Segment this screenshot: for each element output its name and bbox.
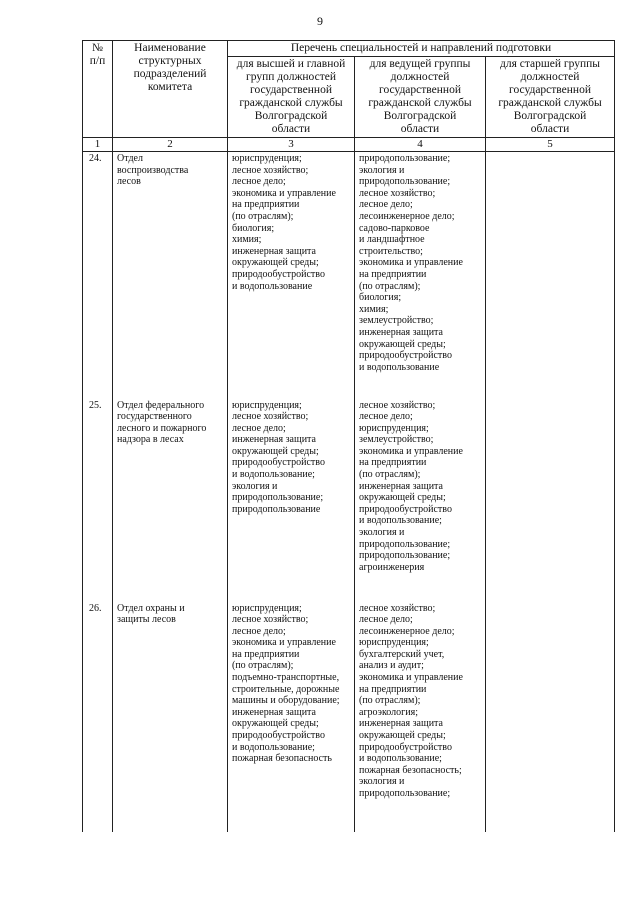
cell-line: защиты лесов [117, 614, 176, 626]
header-leading-group [355, 57, 486, 138]
cell-line: инженерная защита [359, 480, 443, 492]
row-number: 24. [83, 152, 113, 399]
header-specialties-group: Перечень специальностей и направлений подготовки [228, 41, 615, 57]
cell-line: природообустройство [359, 350, 452, 362]
cell-line: лесное хозяйство; [359, 602, 436, 614]
table-row [83, 152, 615, 399]
header-line: для ведущей группы [369, 58, 471, 70]
cell-line: инженерная защита [232, 245, 316, 257]
cell-line: химия; [359, 303, 389, 315]
cell-line: экология и [359, 776, 405, 788]
table-row [83, 602, 615, 832]
cell-line: природопользование; [359, 176, 451, 188]
cell-line: (по отраслям); [359, 695, 421, 707]
cell-line: природопользование; [232, 492, 324, 504]
cell-line: природообустройство [232, 730, 325, 742]
header-line: п/п [89, 55, 106, 67]
cell-line: садово-парковое [359, 222, 430, 234]
cell-line: инженерная защита [232, 706, 316, 718]
cell-line: на предприятии [359, 683, 427, 695]
cell-line: агроэкология; [359, 706, 418, 718]
header-line: комитета [147, 81, 193, 93]
cell-line: строительство; [359, 245, 423, 257]
cell-line: природообустройство [359, 741, 452, 753]
cell-line: Отдел [117, 153, 143, 164]
cell-line: на предприятии [232, 199, 300, 211]
column-number: 2 [113, 138, 228, 152]
cell-line: (по отраслям); [232, 660, 294, 672]
cell-line: экономика и управление [232, 187, 336, 199]
cell-line: лесное хозяйство; [359, 187, 436, 199]
cell-line: лесное хозяйство; [232, 614, 309, 626]
cell-line: природопользование; [359, 788, 451, 799]
highest-specialties [228, 399, 355, 602]
cell-line: природопользование; [359, 550, 451, 562]
cell-line: юриспруденция; [232, 399, 302, 411]
cell-line: инженерная защита [232, 434, 316, 446]
senior-specialties [486, 602, 615, 832]
cell-line: анализ и аудит; [359, 660, 424, 672]
cell-line: и ландшафтное [359, 234, 425, 246]
cell-line: строительные, дорожные [232, 683, 340, 695]
cell-line: экология и [359, 164, 405, 176]
cell-line: экономика и управление [359, 257, 463, 269]
cell-line: окружающей среды; [359, 730, 446, 742]
cell-line: и водопользование; [232, 469, 315, 481]
cell-line: экономика и управление [232, 637, 336, 649]
cell-line: окружающей среды; [232, 257, 319, 269]
header-line: государственной [250, 84, 332, 96]
leading-specialties [355, 602, 486, 832]
cell-line: лесное хозяйство; [359, 399, 436, 411]
table-row [83, 399, 615, 602]
header-unit-name [113, 41, 228, 138]
cell-line: лесное дело; [232, 625, 286, 637]
cell-line: и водопользование; [359, 515, 442, 527]
cell-line: природообустройство [232, 457, 325, 469]
cell-line: на предприятии [232, 648, 300, 660]
header-line: структурных [138, 55, 202, 67]
header-senior-group [486, 57, 615, 138]
cell-line: на предприятии [359, 457, 427, 469]
unit-name [113, 602, 228, 832]
header-line: подразделений [133, 68, 207, 80]
header-number [83, 41, 113, 138]
cell-line: экономика и управление [359, 445, 463, 457]
header-line: гражданской службы [239, 97, 343, 109]
cell-line: землеустройство; [359, 315, 434, 327]
cell-line: природообустройство [359, 503, 452, 515]
cell-line: окружающей среды; [232, 445, 319, 457]
row-number: 26. [83, 602, 113, 832]
cell-line: лесное дело; [359, 411, 413, 423]
column-number-row [83, 138, 615, 152]
cell-line: (по отраслям); [359, 469, 421, 481]
cell-line: лесное хозяйство; [232, 164, 309, 176]
header-line: области [530, 123, 570, 135]
header-line: Волгоградской [254, 110, 328, 122]
cell-line: и водопользование; [232, 741, 315, 753]
header-line: для старшей группы [500, 58, 600, 70]
header-line: должностей [390, 71, 450, 83]
cell-line: природопользование [232, 503, 321, 515]
header-line: № [92, 42, 103, 54]
cell-line: лесное хозяйство; [232, 411, 309, 423]
cell-line: Отдел охраны и [117, 602, 185, 614]
leading-specialties [355, 399, 486, 602]
cell-line: Отдел федерального [117, 399, 205, 411]
cell-line: окружающей среды; [232, 718, 319, 730]
cell-line: (по отраслям); [359, 280, 421, 292]
specialties-table [82, 40, 615, 832]
cell-line: природообустройство [232, 268, 325, 280]
column-number: 4 [355, 138, 486, 152]
cell-line: лесного и пожарного [117, 422, 207, 434]
cell-line: бухгалтерский учет, [359, 648, 445, 660]
header-line: Наименование [134, 42, 206, 54]
header-highest-group [228, 57, 355, 138]
cell-line: воспроизводства [117, 164, 189, 176]
header-line: для высшей и главной [236, 58, 346, 70]
page-number: 9 [317, 14, 323, 28]
column-number: 5 [486, 138, 615, 152]
cell-line: экономика и управление [359, 672, 463, 684]
unit-name [113, 399, 228, 602]
cell-line: агроинженерия [359, 561, 425, 573]
cell-line: лесное дело; [232, 176, 286, 188]
header-line: гражданской службы [368, 97, 472, 109]
cell-line: подъемно-транспортные, [232, 672, 340, 684]
header-line: должностей [520, 71, 580, 83]
cell-line: инженерная защита [359, 718, 443, 730]
cell-line: и водопользование [232, 280, 313, 292]
cell-line: и водопользование [359, 361, 440, 373]
header-line: области [271, 123, 311, 135]
cell-line: лесоинженерное дело; [359, 625, 455, 637]
cell-line: экология и [232, 480, 278, 492]
header-line: гражданской службы [498, 97, 602, 109]
cell-line: государственного [117, 411, 192, 423]
cell-line: землеустройство; [359, 434, 434, 446]
cell-line: природопользование; [359, 153, 451, 164]
highest-specialties [228, 152, 355, 399]
cell-line: лесное дело; [359, 614, 413, 626]
row-number: 25. [83, 399, 113, 602]
cell-line: лесов [117, 176, 141, 188]
cell-line: надзора в лесах [117, 434, 184, 446]
cell-line: юриспруденция; [232, 153, 302, 164]
cell-line: биология; [359, 292, 402, 304]
cell-line: окружающей среды; [359, 338, 446, 350]
cell-line: лесное дело; [232, 422, 286, 434]
cell-line: (по отраслям); [232, 210, 294, 222]
cell-line: юриспруденция; [359, 637, 429, 649]
cell-line: юриспруденция; [359, 422, 429, 434]
cell-line: юриспруденция; [232, 602, 302, 614]
senior-specialties [486, 399, 615, 602]
unit-name [113, 152, 228, 399]
header-line: Волгоградской [513, 110, 587, 122]
senior-specialties [486, 152, 615, 399]
cell-line: лесоинженерное дело; [359, 210, 455, 222]
header-line: области [400, 123, 440, 135]
highest-specialties [228, 602, 355, 832]
header-line: государственной [509, 84, 591, 96]
cell-line: инженерная защита [359, 326, 443, 338]
leading-specialties [355, 152, 486, 399]
cell-line: окружающей среды; [359, 492, 446, 504]
cell-line: биология; [232, 222, 275, 234]
cell-line: машины и оборудование; [232, 695, 340, 707]
column-number: 3 [228, 138, 355, 152]
cell-line: лесное дело; [359, 199, 413, 211]
cell-line: на предприятии [359, 268, 427, 280]
header-line: Волгоградской [383, 110, 457, 122]
cell-line: природопользование; [359, 538, 451, 550]
column-number: 1 [83, 138, 113, 152]
header-line: групп должностей [246, 71, 336, 83]
cell-line: химия; [232, 234, 262, 246]
header-line: государственной [379, 84, 461, 96]
cell-line: экология и [359, 527, 405, 539]
cell-line: пожарная безопасность; [359, 764, 462, 776]
cell-line: пожарная безопасность [232, 753, 332, 765]
cell-line: и водопользование; [359, 753, 442, 765]
